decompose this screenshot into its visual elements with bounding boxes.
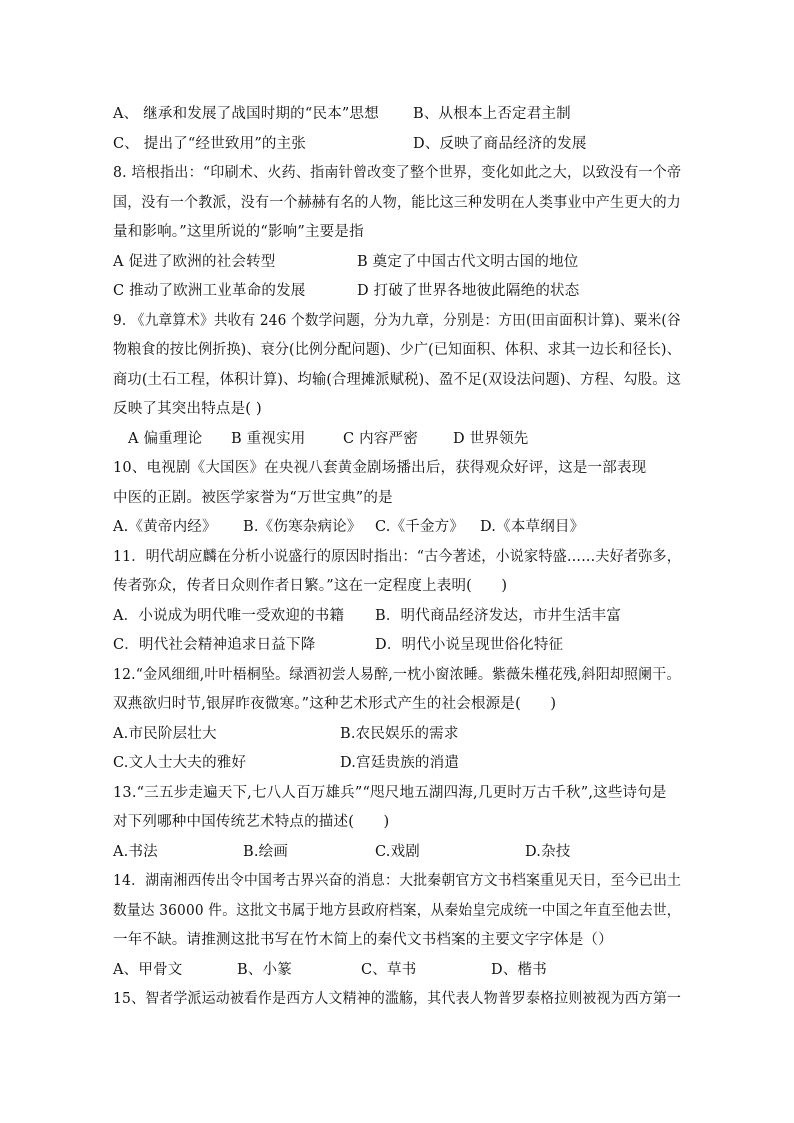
q15-stem-line1: 15、智者学派运动被看作是西方人文精神的滥觞，其代表人物普罗泰格拉则被视为西方第一: [113, 991, 682, 1007]
q10-stem-line2: 中医的正剧。被医学家誉为“万世宝典”的是: [113, 490, 393, 506]
q8-option-a: A 促进了欧洲的社会转型: [113, 254, 276, 270]
q10-option-d: D.《本草纲目》: [480, 519, 585, 535]
q9-stem-line4: 反映了其突出特点是( ): [113, 401, 262, 417]
q12-option-b: B.农民娱乐的需求: [340, 726, 459, 742]
q10-option-c: C.《千金方》: [375, 519, 465, 535]
q12-stem-line2: 双燕欲归时节,银屏昨夜微寒。”这种艺术形式产生的社会根源是( ): [113, 696, 557, 712]
q13-option-c: C.戏剧: [375, 844, 420, 860]
q10-stem-line1: 10、电视剧《大国医》在央视八套黄金剧场播出后，获得观众好评，这是一部表现: [113, 460, 647, 476]
q10-option-a: A.《黄帝内经》: [113, 519, 217, 535]
q14-option-b: B、小篆: [237, 962, 292, 978]
q11-stem-line1: 11．明代胡应麟在分析小说盛行的原因时指出：“古今著述，小说家特盛……夫好者弥多，: [113, 549, 682, 565]
q7-option-c: C、 提出了“经世致用”的主张: [113, 136, 307, 152]
q13-option-d: D.杂技: [525, 844, 571, 860]
q13-stem-line2: 对下列哪种中国传统艺术特点的描述( ): [113, 814, 390, 830]
q14-stem-line2: 数量达 36000 件。这批文书属于地方县政府档案，从秦始皇完成统一中国之年直至他去世，: [113, 903, 681, 919]
q9-option-b: B 重视实用: [231, 431, 306, 447]
q9-stem-line3: 商功(土石工程，体积计算)、均输(合理摊派赋税)、盈不足(双设法问题)、方程、勾股。这: [113, 372, 682, 388]
q14-option-d: D、楷书: [491, 962, 547, 978]
q9-option-d: D 世界领先: [453, 431, 529, 447]
q7-option-a: A、 继承和发展了战国时期的“民本”思想: [113, 106, 379, 122]
q11-stem-line2: 传者弥众，传者日众则作者日繁。”这在一定程度上表明( ): [113, 578, 508, 594]
q9-stem-line1: 9. 《九章算术》共收有 246 个数学问题，分为九章，分别是：方田(田亩面积计算)、粟米(谷: [113, 313, 681, 329]
q9-option-a: A 偏重理论: [128, 431, 203, 447]
q8-option-b: B 奠定了中国古代文明古国的地位: [357, 254, 579, 270]
q11-option-d: D．明代小说呈现世俗化特征: [375, 637, 564, 653]
q12-option-c: C.文人士大夫的雅好: [113, 755, 247, 771]
q10-option-b: B.《伤寒杂病论》: [243, 519, 362, 535]
q9-option-c: C 内容严密: [343, 431, 418, 447]
q14-stem-line3: 一年不缺。请推测这批书写在竹木简上的秦代文书档案的主要文字字体是（）: [113, 932, 613, 948]
q8-option-c: C 推动了欧洲工业革命的发展: [113, 283, 306, 299]
q14-option-a: A、甲骨文: [113, 962, 183, 978]
q8-option-d: D 打破了世界各地彼此隔绝的状态: [357, 283, 580, 299]
q12-option-d: D.宫廷贵族的消遣: [340, 755, 460, 771]
q7-option-d: D、反映了商品经济的发展: [413, 136, 587, 152]
q12-option-a: A.市民阶层壮大: [113, 726, 217, 742]
q11-option-b: B．明代商品经济发达，市井生活丰富: [375, 608, 622, 624]
q8-stem-line3: 量和影响。”这里所说的“影响”主要是指: [113, 224, 364, 240]
q9-stem-line2: 物粮食的按比例折换)、衰分(比例分配问题)、少广(已知面积、体积、求其一边长和径长)、: [113, 342, 681, 358]
q14-stem-line1: 14．湖南湘西传出令中国考古界兴奋的消息：大批秦朝官方文书档案重见天日，至今已出土: [113, 873, 682, 889]
q8-stem-line1: 8. 培根指出：“印刷术、火药、指南针曾改变了整个世界，变化如此之大，以致没有一个帝: [113, 165, 682, 181]
q13-option-a: A.书法: [113, 844, 158, 860]
q7-option-b: B、从根本上否定君主制: [413, 106, 571, 122]
q12-stem-line1: 12.“金风细细,叶叶梧桐坠。绿酒初尝人易醉,一枕小窗浓睡。紫薇朱槿花残,斜阳却照阑干。: [113, 667, 681, 683]
q8-stem-line2: 国，没有一个教派，没有一个赫赫有名的人物，能比这三种发明在人类事业中产生更大的力: [113, 195, 682, 211]
q13-stem-line1: 13.“三五步走遍天下,七八人百万雄兵”“咫尺地五湖四海,几更时万古千秋”,这些诗句是: [113, 785, 667, 801]
q14-option-c: C、草书: [361, 962, 417, 978]
q11-option-a: A．小说成为明代唯一受欢迎的书籍: [113, 608, 345, 624]
q13-option-b: B.绘画: [243, 844, 289, 860]
q11-option-c: C．明代社会精神追求日益下降: [113, 637, 316, 653]
